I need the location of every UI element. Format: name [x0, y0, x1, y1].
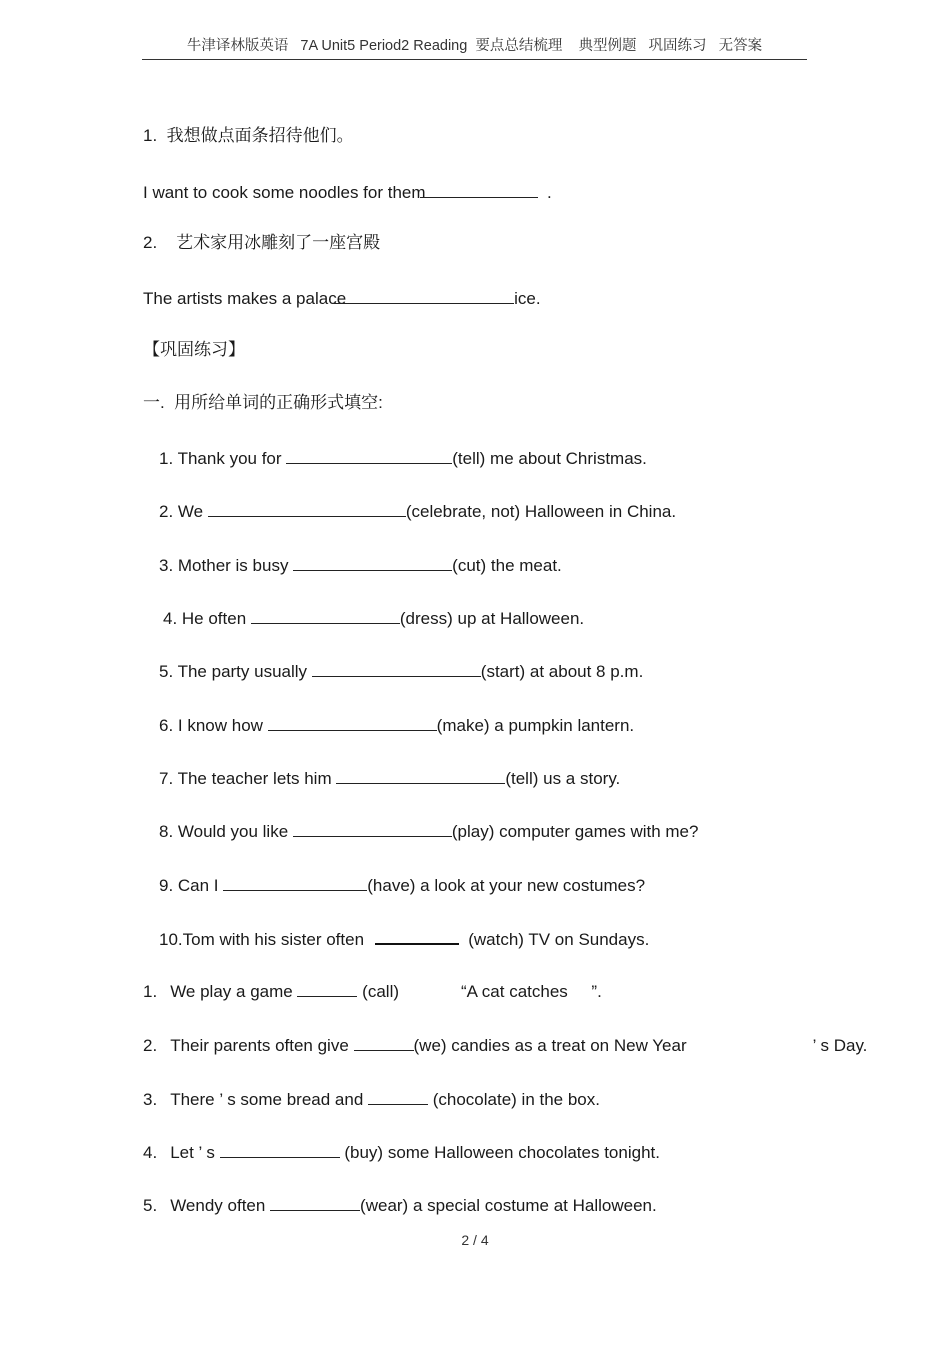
- item-hint: (start) at about 8 p.m.: [480, 662, 644, 681]
- exercise-item: [159, 554, 562, 576]
- item-number: 5.: [143, 1196, 158, 1215]
- q2-en-post: ice.: [514, 289, 541, 308]
- q1-en-post: .: [537, 183, 552, 202]
- answer-blank[interactable]: [312, 660, 481, 677]
- item-text: 7. The teacher lets him: [159, 769, 337, 788]
- exercise-item: [143, 1034, 867, 1056]
- part1-title: 一. 用所给单词的正确形式填空:: [143, 393, 383, 412]
- answer-blank[interactable]: [220, 1141, 340, 1158]
- translation-q2-chinese: 2. 艺术家用冰雕刻了一座宫殿: [143, 233, 381, 252]
- translation-q1-english: [143, 181, 552, 203]
- item-text-extra: “A cat catches ”.: [461, 982, 602, 1001]
- item-number: 4.: [143, 1143, 158, 1162]
- exercise-item: [159, 927, 649, 950]
- item-hint: (play) computer games with me?: [451, 822, 699, 841]
- exercise-item: [143, 980, 602, 1002]
- item-text: 3. Mother is busy: [159, 556, 294, 575]
- exercise-item: [143, 1194, 657, 1216]
- item-text-extra: ’ s Day.: [812, 1036, 868, 1055]
- item-hint: (watch) TV on Sundays.: [458, 930, 650, 949]
- exercise-item: [163, 607, 584, 629]
- answer-blank[interactable]: [208, 500, 406, 517]
- item-text: 5. The party usually: [159, 662, 312, 681]
- section-title: 【巩固练习】: [143, 340, 245, 359]
- answer-blank[interactable]: [270, 1194, 360, 1211]
- q2-en-pre: The artists makes a palace: [143, 289, 347, 308]
- item-hint: (wear) a special costume at Halloween.: [360, 1196, 657, 1215]
- header-rule: [142, 59, 807, 60]
- item-hint: (make) a pumpkin lantern.: [436, 716, 635, 735]
- item-text: We play a game: [170, 982, 298, 1001]
- item-text: 2. We: [159, 502, 208, 521]
- exercise-item: [159, 714, 634, 736]
- answer-blank[interactable]: [268, 714, 437, 731]
- answer-blank[interactable]: [336, 767, 505, 784]
- item-text: 9. Can I: [159, 876, 224, 895]
- item-text: Their parents often give: [170, 1036, 354, 1055]
- item-hint: (chocolate) in the box.: [428, 1090, 600, 1109]
- answer-blank[interactable]: [375, 927, 459, 945]
- item-text: Let ’ s: [170, 1143, 220, 1162]
- answer-blank[interactable]: [293, 554, 452, 571]
- item-hint: (dress) up at Halloween.: [399, 609, 585, 628]
- item-text: Wendy often: [170, 1196, 271, 1215]
- exercise-item: [159, 500, 676, 522]
- answer-blank[interactable]: [354, 1034, 414, 1051]
- translation-q2-english: [143, 287, 541, 309]
- item-number: 2.: [143, 1036, 158, 1055]
- item-hint: (we) candies as a treat on New Year: [413, 1036, 687, 1055]
- answer-blank[interactable]: [420, 181, 538, 198]
- answer-blank[interactable]: [251, 607, 400, 624]
- item-text: 10.Tom with his sister often: [159, 930, 369, 949]
- exercise-item: [159, 447, 647, 469]
- exercise-item: [143, 1141, 660, 1163]
- answer-blank[interactable]: [286, 447, 452, 464]
- exercise-item: [159, 874, 645, 896]
- item-hint: (tell) me about Christmas.: [452, 449, 647, 468]
- exercise-item: [159, 767, 620, 789]
- exercise-item: [143, 1088, 600, 1110]
- item-number: 3.: [143, 1090, 158, 1109]
- item-hint: (buy) some Halloween chocolates tonight.: [339, 1143, 660, 1162]
- item-hint: (have) a look at your new costumes?: [367, 876, 646, 895]
- exercise-item: [159, 660, 643, 682]
- item-text: There ’ s some bread and: [170, 1090, 368, 1109]
- answer-blank[interactable]: [297, 980, 357, 997]
- item-text: 1. Thank you for: [159, 449, 287, 468]
- q1-en-pre: I want to cook some noodles for them: [143, 183, 426, 202]
- answer-blank[interactable]: [223, 874, 367, 891]
- page-number: 2 / 4: [461, 1232, 489, 1248]
- item-hint: (tell) us a story.: [505, 769, 621, 788]
- answer-blank[interactable]: [293, 820, 452, 837]
- item-text: 4. He often: [163, 609, 251, 628]
- translation-q1-chinese: 1. 我想做点面条招待他们。: [143, 126, 354, 145]
- answer-blank[interactable]: [368, 1088, 428, 1105]
- answer-blank[interactable]: [334, 287, 514, 304]
- page-header: 牛津译林版英语 7A Unit5 Period2 Reading 要点总结梳理 典型例题 巩固练习 无答案: [186, 38, 763, 54]
- item-hint: (cut) the meat.: [452, 556, 562, 575]
- item-number: 1.: [143, 982, 158, 1001]
- item-text: 8. Would you like: [159, 822, 293, 841]
- item-hint: (call): [357, 982, 400, 1001]
- item-hint: (celebrate, not) Halloween in China.: [405, 502, 677, 521]
- item-text: 6. I know how: [159, 716, 268, 735]
- exercise-item: [159, 820, 698, 842]
